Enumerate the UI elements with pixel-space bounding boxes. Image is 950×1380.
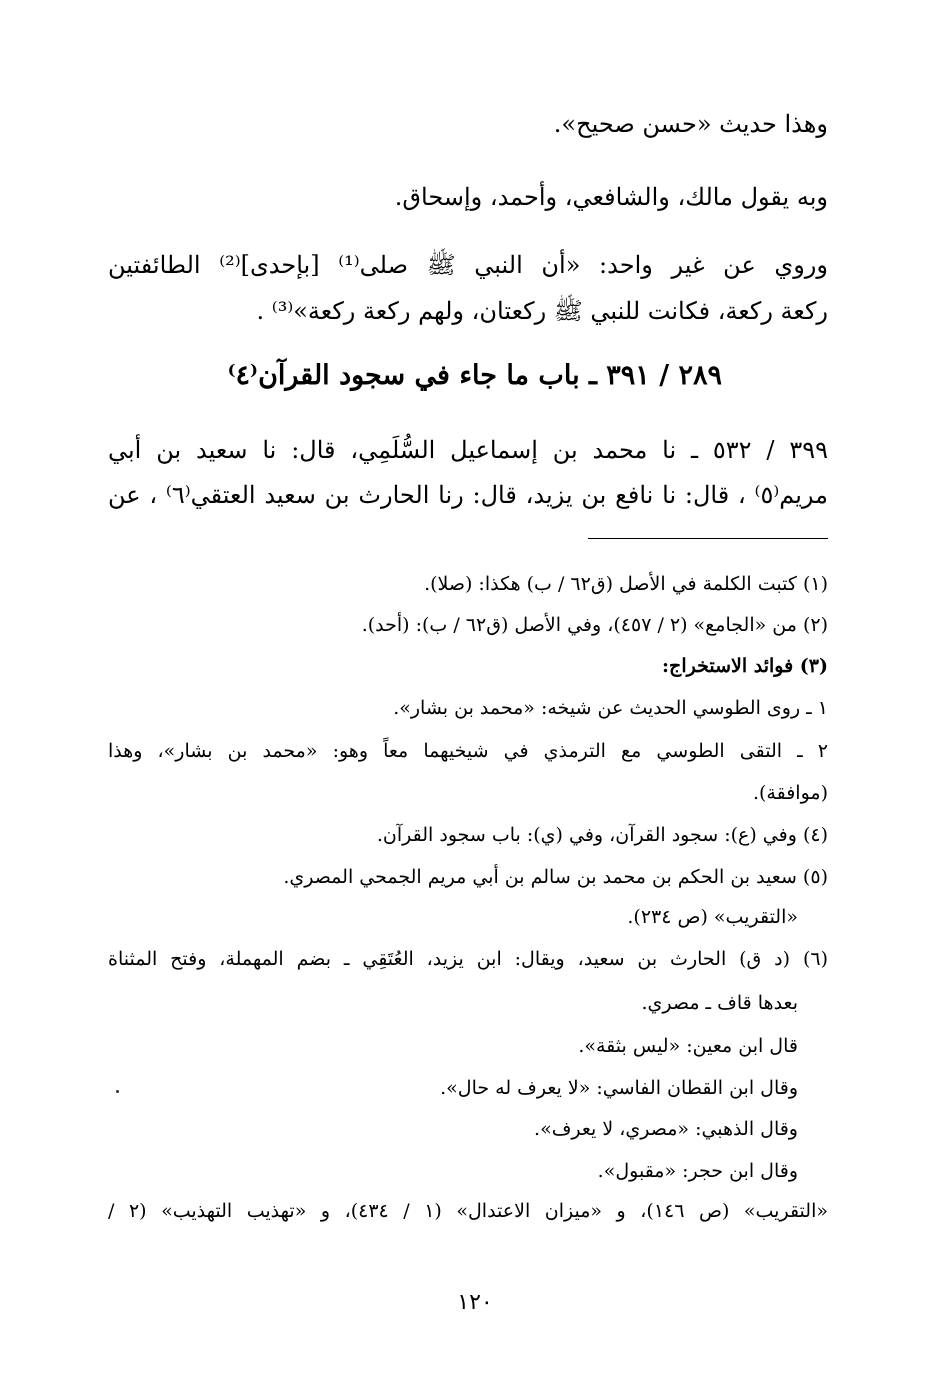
footnote-6-ibn-maeen: قال ابن معين: «ليس بثقة». (578, 1035, 798, 1057)
footnote-4: (٤) وفي (ع): سجود القرآن، وفي (ي): باب سجود القرآن. (376, 824, 828, 846)
footnote-3: (٣) فوائد الاستخراج: (662, 655, 828, 677)
main-text-line-3: وروي عن غير واحد: «أن النبي ﷺ صلى⁽¹⁾ [بإحدى]⁽²⁾ الطائفتين (108, 251, 828, 279)
footnote-6: (٦) (د ق) الحارث بن سعيد، ويقال: ابن يزيد، العُتَقِي ـ بضم المهملة، وفتح المثناة (108, 948, 828, 970)
footnote-5-source: «التقريب» (ص ٢٣٤). (627, 906, 798, 928)
hadith-text-line-1: ٣٩٩ / ٥٣٢ ـ نا محمد بن إسماعيل السُّلَمِي، قال: نا سعيد بن أبي (108, 436, 828, 464)
footnote-3-item-1: ١ ـ روى الطوسي الحديث عن شيخه: «محمد بن بشار». (393, 697, 828, 719)
footnote-1: (١) كتبت الكلمة في الأصل (ق٦٢ / ب) هكذا: (صلا). (424, 573, 828, 595)
footnote-2: (٢) من «الجامع» (٢ / ٤٥٧)، وفي الأصل (ق٦٢ / ب): (أحد). (361, 614, 828, 636)
footnote-6-sources: «التقريب» (ص ١٤٦)، و «ميزان الاعتدال» (١ / ٤٣٤)، و «تهذيب التهذيب» (٢ / (108, 1200, 828, 1222)
footnote-5: (٥) سعيد بن الحكم بن محمد بن سالم بن أبي مريم الجمحي المصري. (283, 866, 828, 888)
main-text-line-1: وهذا حديث «حسن صحيح». (553, 110, 828, 138)
scan-speck (116, 1090, 119, 1093)
main-text-line-4: ركعة ركعة، فكانت للنبي ﷺ ركعتان، ولهم ركعة ركعة»⁽³⁾ . (256, 297, 828, 325)
footnote-6-ibn-qattan: وقال ابن القطان الفاسي: «لا يعرف له حال». (440, 1077, 798, 1099)
footnote-divider (588, 538, 828, 539)
footnote-3-item-2-cont: (موافقة). (752, 782, 828, 804)
footnote-3-item-2: ٢ ـ التقى الطوسي مع الترمذي في شيخيهما معاً وهو: «محمد بن بشار»، وهذا (108, 740, 828, 762)
page-number: ١٢٠ (457, 1290, 493, 1315)
hadith-text-line-2: مريم⁽٥⁾ ، قال: نا نافع بن يزيد، قال: رنا الحارث بن سعيد العتقي⁽٦⁾ ، عن (108, 481, 828, 509)
chapter-heading: ٢٨٩ / ٣٩١ ـ باب ما جاء في سجود القرآن⁽٤⁾ (227, 360, 722, 391)
footnote-6-ibn-hajar: وقال ابن حجر: «مقبول». (597, 1160, 798, 1182)
footnote-6-dhahabi: وقال الذهبي: «مصري، لا يعرف». (534, 1118, 798, 1140)
main-text-line-2: وبه يقول مالك، والشافعي، وأحمد، وإسحاق. (394, 183, 828, 211)
footnote-6-cont: بعدها قاف ـ مصري. (641, 992, 798, 1014)
